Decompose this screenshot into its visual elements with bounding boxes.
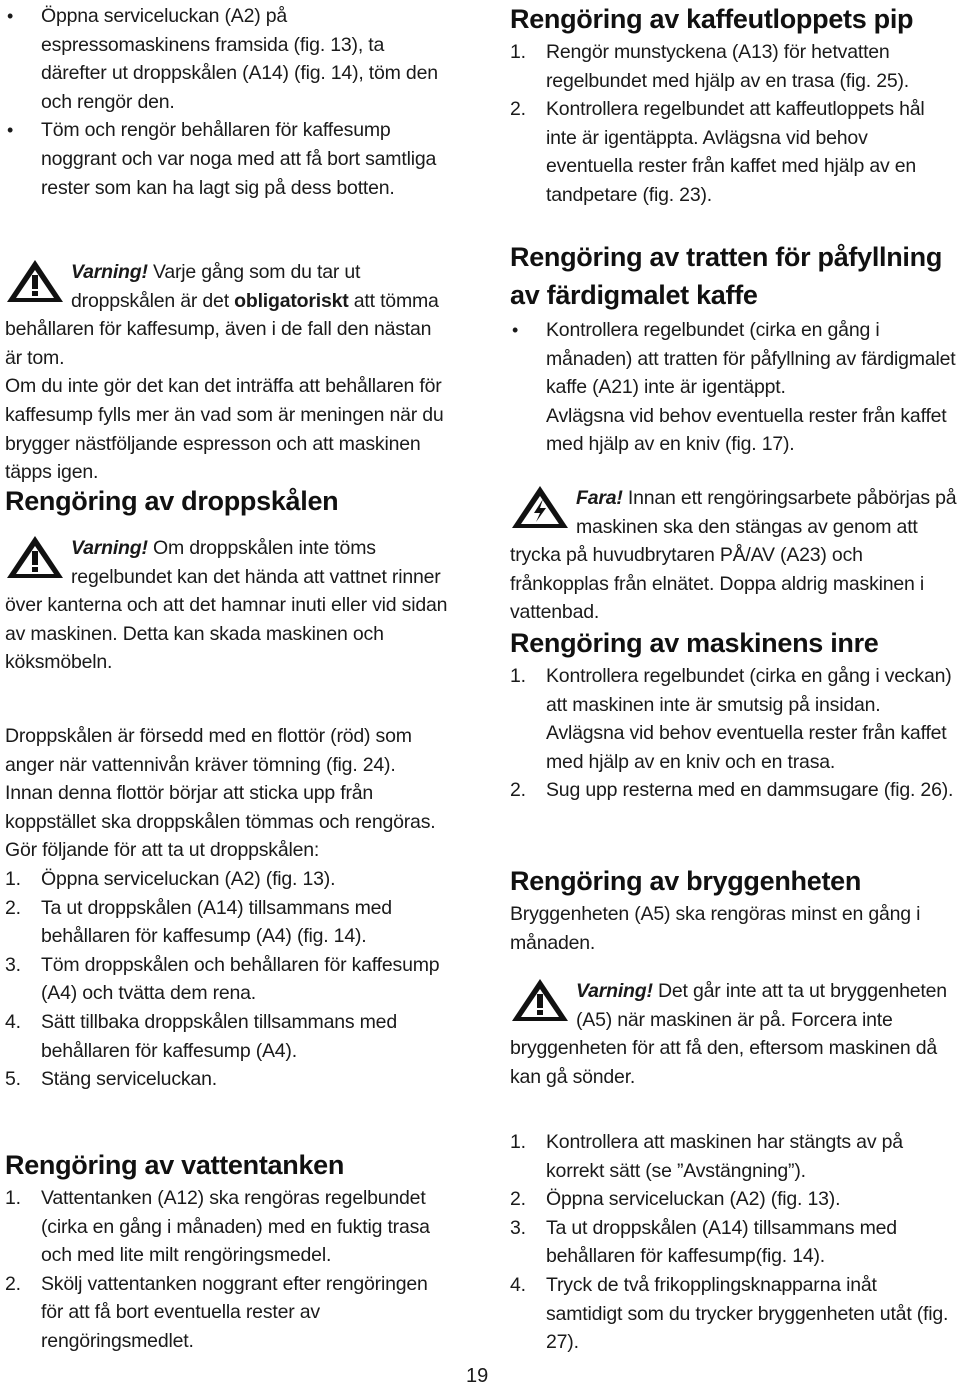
- step-number: 2.: [5, 896, 21, 919]
- step-text: Öppna serviceluckan (A2) (fig. 13).: [41, 867, 336, 890]
- step-number: 2.: [510, 1188, 526, 1211]
- step-number: 1.: [510, 1131, 526, 1153]
- section-heading: Rengöring av vattentanken: [5, 1150, 345, 1180]
- danger-paragraph: [510, 484, 958, 627]
- step-number: 5.: [5, 1068, 21, 1091]
- bullet-marker: •: [7, 120, 14, 141]
- step-number: 3.: [510, 1216, 526, 1239]
- step-number: 2.: [5, 1272, 21, 1295]
- bullet-marker: •: [7, 6, 14, 26]
- bullet-marker: •: [512, 320, 519, 340]
- list-item: [510, 95, 958, 209]
- warning-triangle-icon: [510, 977, 570, 1023]
- section-brew-unit: [510, 862, 958, 1092]
- danger-text: Innan ett rengöringsarbete påbörjas på maskinen ska den stängas av genom att trycka på huvudbrytaren PÅ/AV (A23) och frånkopplas från elnätet. Doppa aldrig maskinen i vattenbad.: [510, 487, 957, 624]
- list-item: [5, 894, 453, 951]
- step-number: 2.: [510, 779, 526, 802]
- list-item: [5, 1184, 453, 1270]
- section-heading: Rengöring av tratten för påfyllning av färdigmalet kaffe: [510, 242, 943, 310]
- page-number: 19: [466, 1365, 489, 1387]
- list-item: [510, 316, 958, 459]
- paragraph: Innan denna flottör börjar att sticka upp från koppstället ska droppskålen tömmas och rengöras.: [5, 782, 436, 833]
- step-text: Vattentanken (A12) ska rengöras regelbundet (cirka en gång i månaden) med en fuktig trasa och med lite milt rengöringsmedel.: [41, 1187, 430, 1267]
- warning-paragraph: [510, 977, 958, 1091]
- step-text: Kontrollera regelbundet att kaffeutloppets hål inte är igentäppta. Avlägsna vid behov eventuella rester från kaffet med hjälp av en tandpetare (fig. 23).: [546, 98, 925, 206]
- step-number: 3.: [5, 953, 21, 976]
- list-item: [5, 1008, 453, 1065]
- bullet-text: Kontrollera regelbundet (cirka en gång i månaden) att tratten för påfyllning av färdigmalet kaffe (A21) inte är igentäppt.: [546, 319, 956, 399]
- warning-text: Om droppskålen inte töms regelbundet kan det hända att vattnet rinner över kanterna och att det hamnar inuti eller vid sidan av maskinen. Detta kan skada maskinen och köksmöbeln.: [5, 537, 448, 674]
- list-item: [510, 1271, 958, 1357]
- warning-paragraph: [5, 534, 453, 677]
- section-machine-interior: [510, 624, 958, 805]
- section-drip-tray: [5, 482, 453, 677]
- warning-triangle-icon: [5, 534, 65, 580]
- step-text: Töm droppskålen och behållaren för kaffesump (A4) och tvätta dem rena.: [41, 953, 440, 1005]
- step-number: 4.: [510, 1273, 526, 1296]
- warning-emphasis: obligatoriskt: [234, 289, 349, 312]
- step-text: Skölj vattentanken noggrant efter rengöringen för att få bort eventuella rester av rengöringsmedlet.: [41, 1272, 428, 1352]
- list-item: [5, 865, 453, 894]
- list-item: [510, 1128, 958, 1185]
- intro-bullets: [5, 2, 453, 202]
- step-text: Sätt tillbaka droppskålen tillsammans med behållaren för kaffesump (A4).: [41, 1010, 397, 1062]
- step-text: Öppna serviceluckan (A2) (fig. 13).: [546, 1188, 841, 1211]
- section-heading: Rengöring av kaffeutloppets pip: [510, 4, 914, 34]
- warning-followup: Om du inte gör det kan det inträffa att behållaren för kaffesump fylls mer än vad som är meningen när du brygger nästföljande espresson och att maskinen täpps igen.: [5, 375, 444, 484]
- step-text: Tryck de två frikopplingsknapparna inåt samtidigt som du trycker bryggenheten utåt (fig. 27).: [546, 1273, 949, 1354]
- section-heading: Rengöring av bryggenheten: [510, 866, 862, 896]
- step-text: Kontrollera regelbundet (cirka en gång i veckan) att maskinen inte är smutsig på insidan.: [546, 665, 952, 716]
- paragraph: Droppskålen är försedd med en flottör (röd) som anger när vattennivån kräver tömning (fig. 24).: [5, 725, 412, 776]
- drip-tray-body: [5, 722, 453, 1094]
- warning-text: Varje gång som du tar ut droppskålen är det: [71, 261, 361, 312]
- step-text: Sug upp resterna med en dammsugare (fig. 26).: [546, 779, 954, 802]
- list-item: [5, 1270, 453, 1356]
- bullet-text: Öppna serviceluckan (A2) på espressomaskinens framsida (fig. 13), ta därefter ut droppskålen (A14) (fig. 14), töm den och rengör den.: [41, 5, 438, 113]
- step-text: Rengör munstyckena (A13) för hetvatten regelbundet med hjälp av en trasa (fig. 25).: [546, 41, 910, 92]
- warning-label: Varning!: [71, 537, 148, 559]
- warning-text: Det går inte att ta ut bryggenheten (A5) när maskinen är på. Forcera inte bryggenheten för att få den, eftersom maskinen då kan gå sönder.: [510, 980, 947, 1088]
- step-text: Kontrollera att maskinen har stängts av på korrekt sätt (se ”Avstängning”).: [546, 1131, 903, 1182]
- step-number: 1.: [5, 1187, 21, 1209]
- list-item: [510, 1185, 958, 1214]
- electric-danger-icon: [510, 484, 570, 530]
- list-item: [510, 662, 958, 776]
- paragraph: Gör följande för att ta ut droppskålen:: [5, 839, 320, 862]
- step-text: Ta ut droppskålen (A14) tillsammans med behållaren för kaffesump(fig. 14).: [546, 1216, 897, 1268]
- paragraph: Bryggenheten (A5) ska rengöras minst en gång i månaden.: [510, 903, 921, 954]
- warning-paragraph: [5, 258, 453, 372]
- step-number: 2.: [510, 98, 526, 121]
- section-water-tank: [5, 1146, 453, 1356]
- warning-text: att tömma behållaren för kaffesump, även i de fall den nästan är tom.: [5, 289, 439, 369]
- warning-label: Varning!: [71, 261, 148, 283]
- step-number: 1.: [510, 665, 526, 687]
- section-heading: Rengöring av droppskålen: [5, 486, 339, 516]
- step-text: Ta ut droppskålen (A14) tillsammans med behållaren för kaffesump (A4) (fig. 14).: [41, 896, 392, 948]
- bullet-text: Avlägsna vid behov eventuella rester från kaffet med hjälp av en kniv (fig. 17).: [546, 404, 947, 456]
- section-funnel: [510, 238, 958, 459]
- warning-note-grounds: [5, 258, 453, 487]
- danger-note: [510, 484, 958, 627]
- warning-triangle-icon: [5, 258, 65, 304]
- list-item: [510, 38, 958, 95]
- step-number: 1.: [5, 867, 21, 890]
- bullet-text: Töm och rengör behållaren för kaffesump noggrant och var noga med att få bort samtliga rester som kan ha lagt sig på dess botten.: [41, 119, 437, 199]
- step-number: 4.: [5, 1010, 21, 1033]
- danger-label: Fara!: [576, 487, 623, 509]
- list-item: [5, 951, 453, 1008]
- brew-unit-steps: [510, 1128, 958, 1357]
- list-item: [510, 1214, 958, 1271]
- warning-label: Varning!: [576, 980, 653, 1003]
- section-spout: [510, 0, 958, 210]
- step-text: Stäng serviceluckan.: [41, 1068, 217, 1091]
- list-item: [5, 116, 453, 202]
- section-heading: Rengöring av maskinens inre: [510, 628, 879, 658]
- list-item: [5, 1065, 453, 1094]
- step-text: Avlägsna vid behov eventuella rester från kaffet med hjälp av en kniv och en trasa.: [546, 722, 947, 773]
- list-item: [510, 776, 958, 805]
- step-number: 1.: [510, 41, 526, 63]
- list-item: [5, 2, 453, 116]
